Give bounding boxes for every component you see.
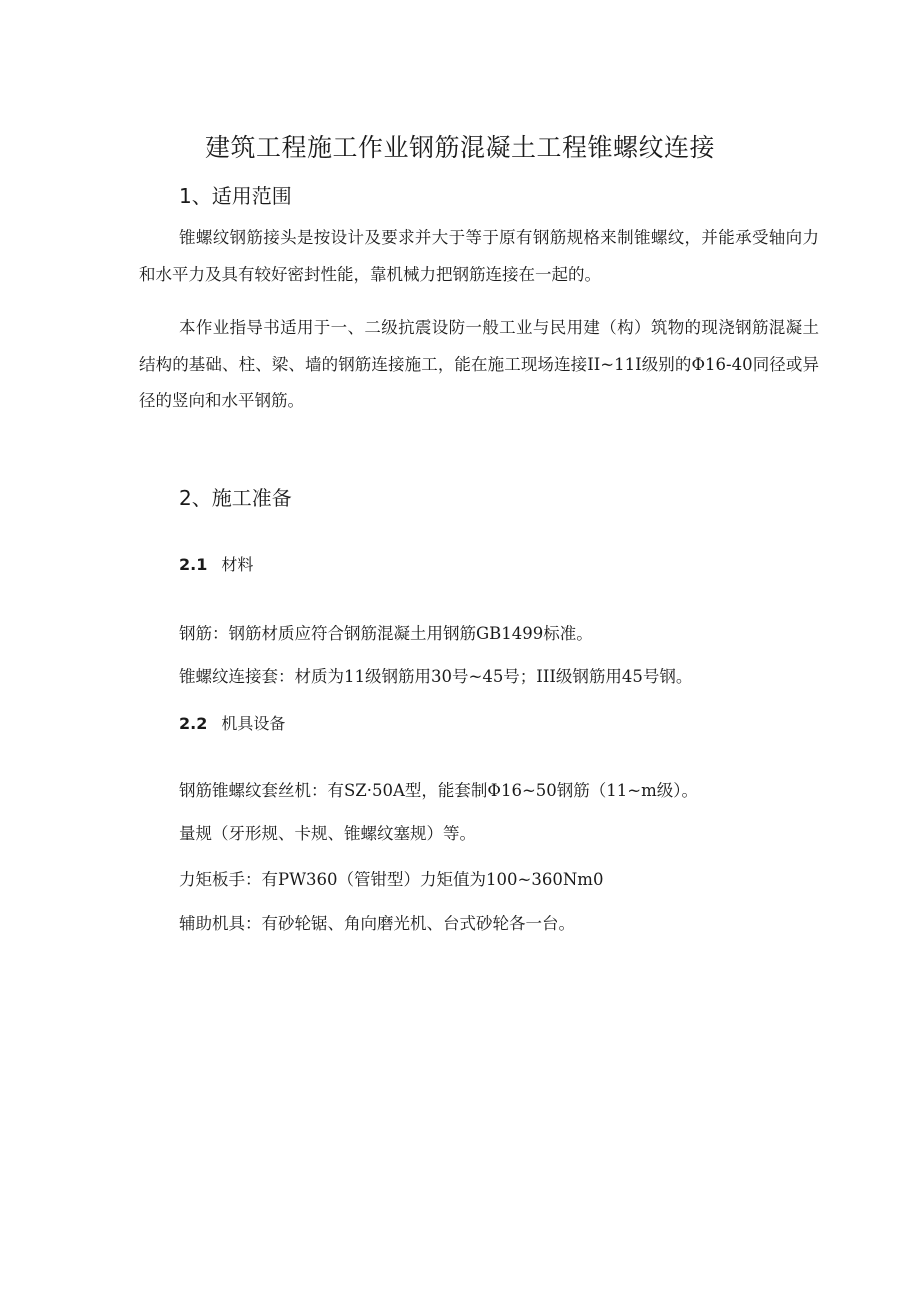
equipment-line-auxiliary-tools: 辅助机具：有砂轮锯、角向磨光机、台式砂轮各一台。 bbox=[179, 914, 575, 933]
equipment-line-threading-machine: 钢筋锥螺纹套丝机：有SZ·50A型，能套制Φ16~50钢筋（11~m级）。 bbox=[179, 781, 698, 800]
subsection-2-2-label: 机具设备 bbox=[221, 714, 286, 733]
subsection-2-1-number: 2.1 bbox=[179, 555, 208, 574]
document-title: 建筑工程施工作业钢筋混凝土工程锥螺纹连接 bbox=[204, 133, 715, 162]
equipment-line-torque-wrench: 力矩板手：有PW360（管钳型）力矩值为100~360Nm0 bbox=[179, 870, 604, 889]
section-2-heading: 2、施工准备 bbox=[179, 486, 292, 510]
section-1-paragraph-1: 锥螺纹钢筋接头是按设计及要求并大于等于原有钢筋规格来制锥螺纹，并能承受轴向力和水平力及具有较好密封性能，靠机械力把钢筋连接在一起的。 bbox=[139, 228, 819, 284]
subsection-2-2-heading bbox=[179, 711, 285, 734]
subsection-2-1-label: 材料 bbox=[221, 555, 254, 574]
section-1-paragraph-2: 本作业指导书适用于一、二级抗震设防一般工业与民用建（构）筑物的现浇钢筋混凝土结构的基础、柱、梁、墙的钢筋连接施工，能在施工现场连接II~11I级别的Φ16-40同径或异径的竖向和水平钢筋。 bbox=[139, 318, 819, 410]
subsection-2-1-heading bbox=[179, 552, 253, 575]
materials-line-sleeve: 锥螺纹连接套：材质为11级钢筋用30号~45号；III级钢筋用45号钢。 bbox=[179, 667, 693, 686]
materials-line-steel: 钢筋：钢筋材质应符合钢筋混凝土用钢筋GB1499标准。 bbox=[179, 624, 593, 643]
section-1-heading: 1、适用范围 bbox=[179, 184, 292, 208]
equipment-line-gauges: 量规（牙形规、卡规、锥螺纹塞规）等。 bbox=[179, 824, 476, 843]
subsection-2-2-number: 2.2 bbox=[179, 714, 208, 733]
